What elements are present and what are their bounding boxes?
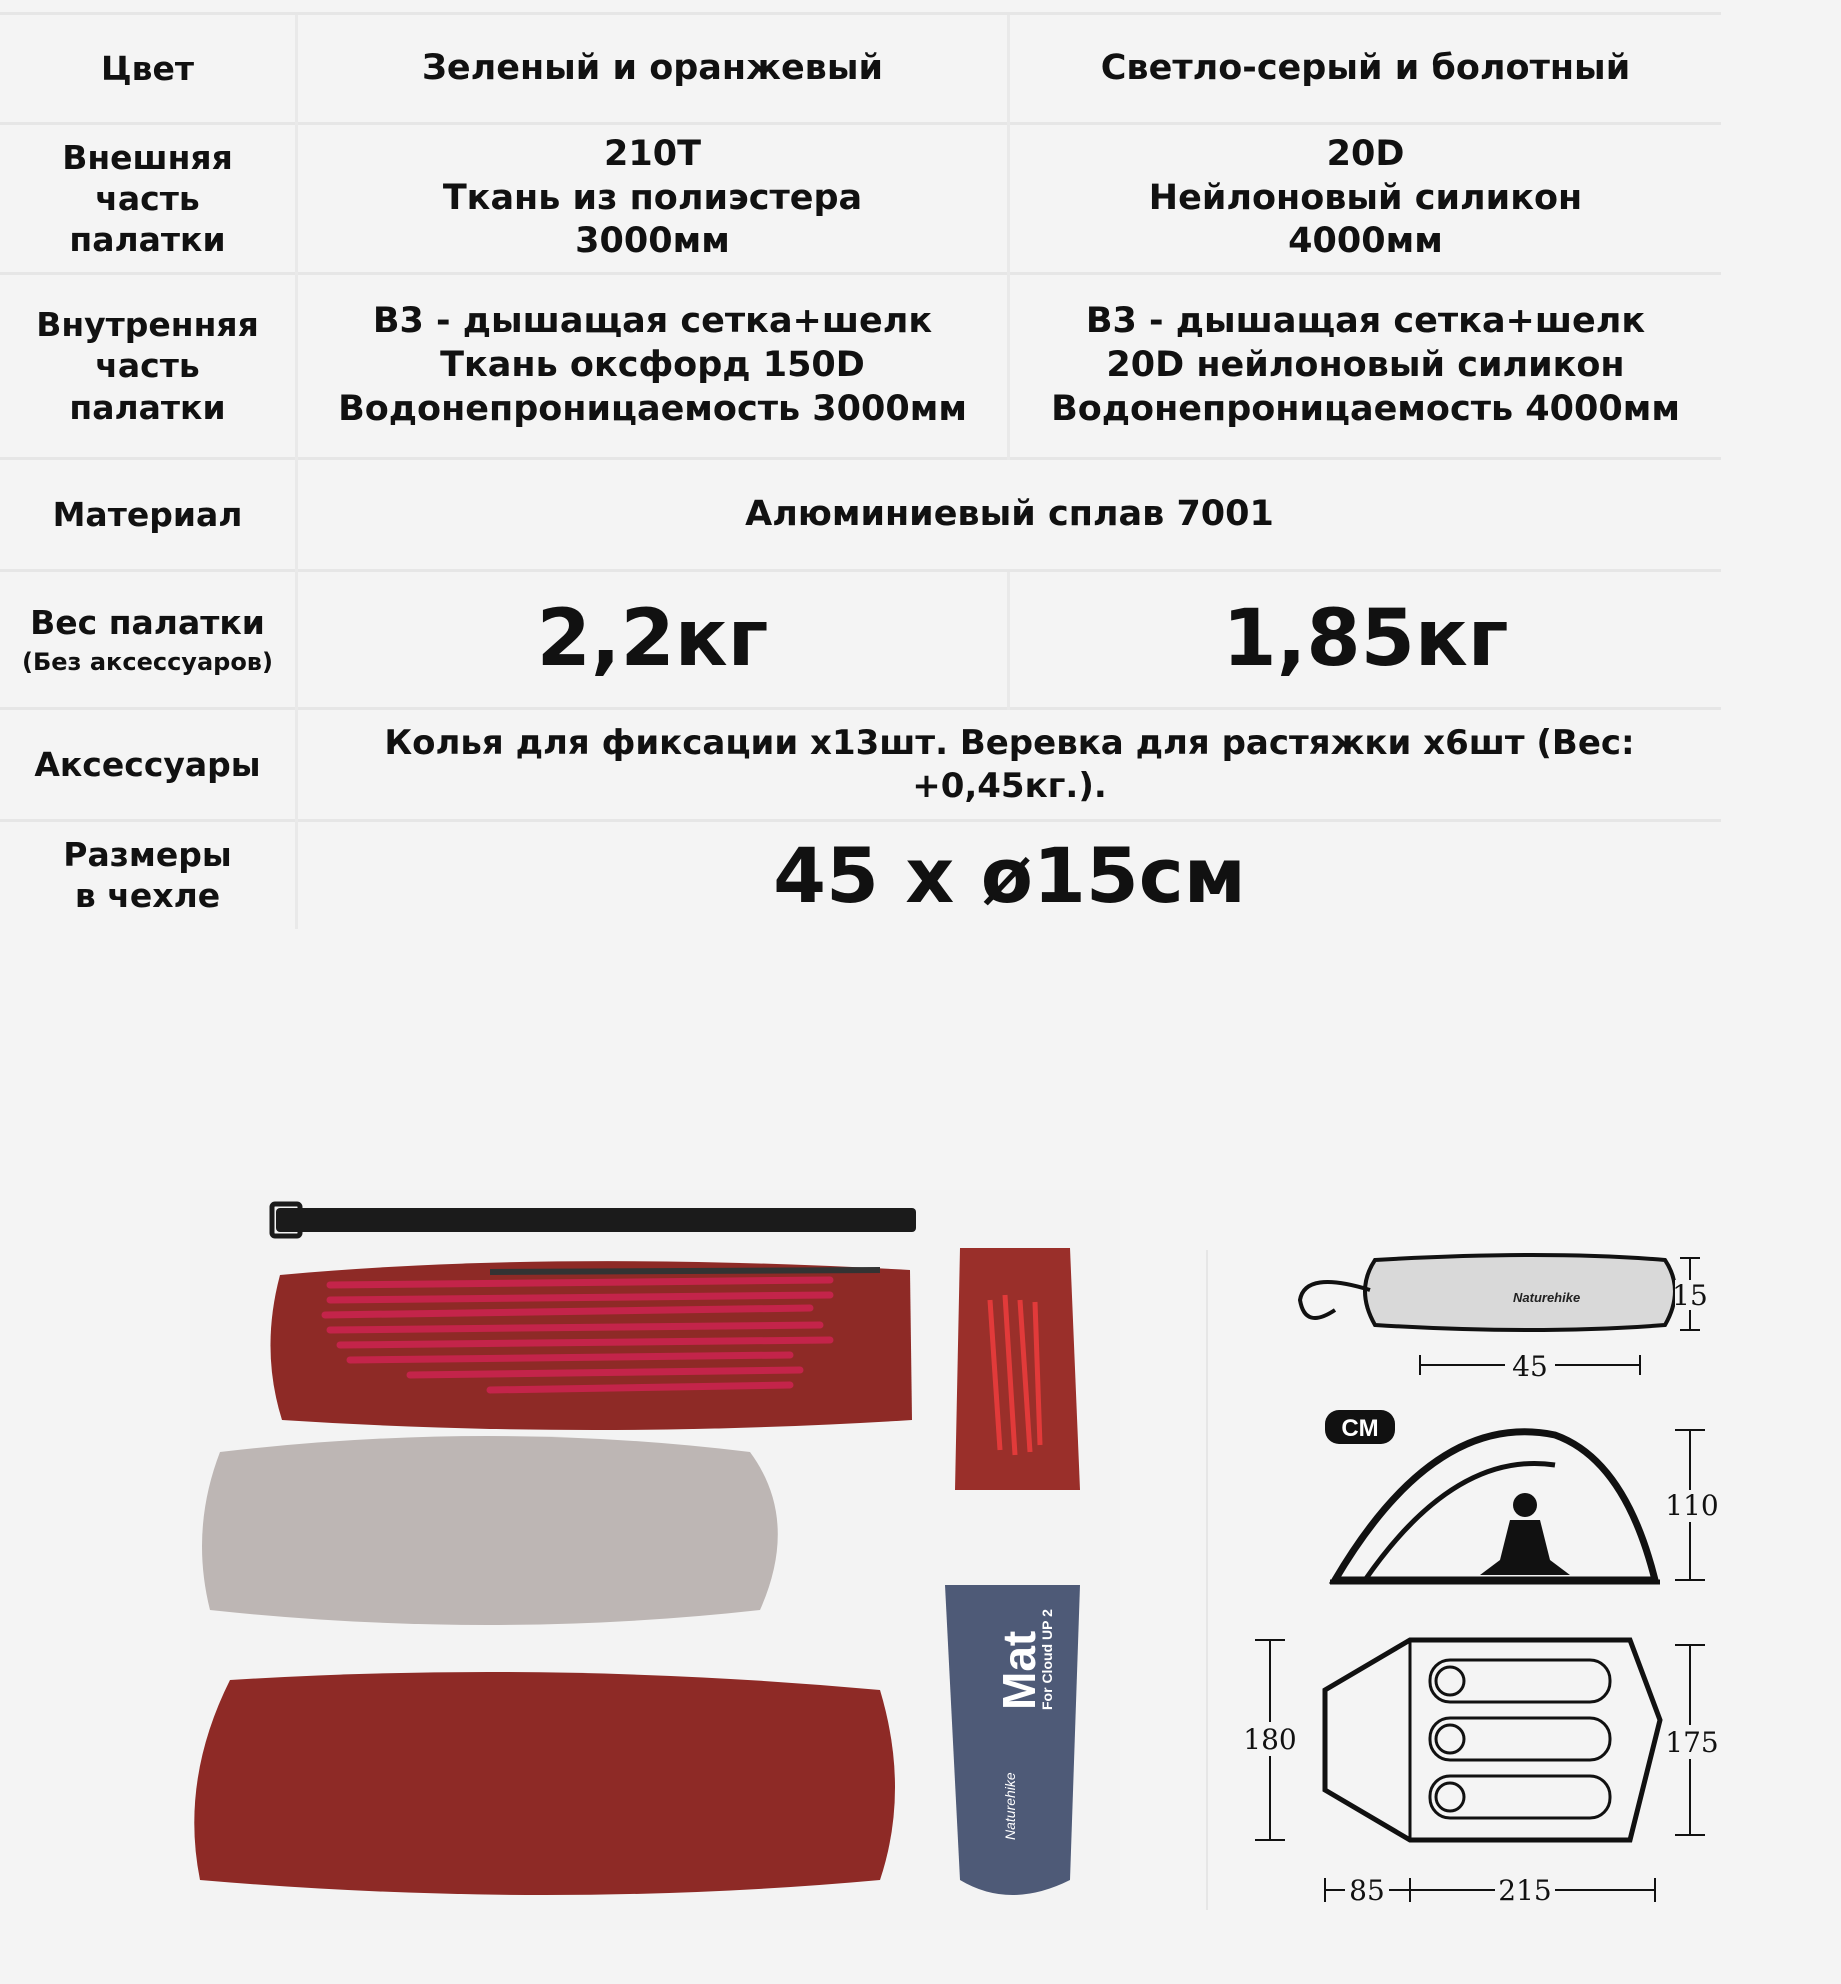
row-dimensions	[0, 821, 1721, 929]
dimension-value: 45 x ø15см	[773, 830, 1246, 920]
cell-material	[297, 459, 1722, 571]
cell-text: Водонепроницаемость 4000мм	[1051, 388, 1680, 429]
mat-brand: Naturehike	[1002, 1772, 1018, 1840]
vestibule-depth: 85	[1349, 1874, 1385, 1907]
label-text: палатки	[69, 220, 226, 260]
label-inner	[0, 274, 297, 459]
row-color	[0, 14, 1721, 124]
label-text: часть	[95, 178, 200, 218]
mat-label: Mat	[993, 1630, 1045, 1710]
cell-accessories	[297, 709, 1722, 821]
cell-text: 20D	[1326, 133, 1405, 174]
floor-length-left: 180	[1243, 1723, 1297, 1756]
label-subtext: (Без аксессуаров)	[22, 648, 273, 677]
cell-weight-1	[297, 571, 1009, 709]
label-text: Цвет	[100, 48, 194, 88]
cell-inner-2	[1009, 274, 1722, 459]
cell-dimensions	[297, 821, 1722, 929]
weight-value: 1,85кг	[1222, 593, 1509, 684]
floor-length-right: 175	[1665, 1726, 1719, 1759]
stakes-bag	[955, 1248, 1080, 1490]
dimension-diagram	[1205, 1250, 1725, 1910]
strap	[276, 1208, 916, 1232]
cell-weight-2	[1009, 571, 1722, 709]
label-text: Размеры	[63, 835, 232, 874]
label-text: часть	[95, 346, 200, 386]
cell-text: Водонепроницаемость 3000мм	[338, 388, 967, 429]
label-text: Внешняя	[62, 137, 233, 177]
sleeping-bags-icon	[1430, 1660, 1610, 1818]
cell-text: Ткань оксфорд 150D	[440, 345, 865, 386]
bag-length: 45	[1512, 1350, 1548, 1383]
row-weight	[0, 571, 1721, 709]
cell-inner-1	[297, 274, 1009, 459]
cell-text: 4000мм	[1288, 221, 1443, 262]
label-outer	[0, 124, 297, 274]
cell-color-1	[297, 14, 1009, 124]
cell-text: Алюминиевый сплав 7001	[745, 493, 1274, 534]
label-material	[0, 459, 297, 571]
label-text: Вес палатки	[30, 602, 265, 642]
bag-brand: Naturehike	[1513, 1290, 1581, 1305]
row-inner	[0, 274, 1721, 459]
cell-text: B3 - дышащая сетка+шелк	[372, 301, 933, 342]
cell-text: Колья для фиксации x13шт. Веревка для растяжки x6шт (Вес: +0,45кг.).	[384, 723, 1635, 806]
label-text: Материал	[52, 494, 243, 534]
cell-text: Нейлоновый силикон	[1148, 177, 1583, 218]
cell-text: Светло-серый и болотный	[1100, 47, 1631, 88]
cell-outer-1	[297, 124, 1009, 274]
bag-diameter: 15	[1672, 1279, 1708, 1312]
person-head	[1513, 1493, 1537, 1517]
cell-text: 20D нейлоновый силикон	[1106, 345, 1625, 386]
row-material	[0, 459, 1721, 571]
cell-text: B3 - дышащая сетка+шелк	[1085, 301, 1646, 342]
black-pole	[490, 1270, 880, 1272]
row-outer	[0, 124, 1721, 274]
cell-text: Зеленый и оранжевый	[421, 47, 883, 88]
cell-text: Ткань из полиэстера	[442, 177, 863, 218]
person-body	[1480, 1520, 1570, 1575]
cell-color-2	[1009, 14, 1722, 124]
inner-width: 215	[1498, 1874, 1552, 1907]
cell-text: 3000мм	[575, 221, 730, 262]
label-weight	[0, 571, 297, 709]
inner-tent-roll	[202, 1436, 778, 1625]
drawstring	[1300, 1282, 1370, 1318]
cell-outer-2	[1009, 124, 1722, 274]
label-text: в чехле	[74, 876, 221, 916]
fly-tent-roll	[194, 1672, 895, 1895]
spec-table	[0, 12, 1721, 929]
tent-height: 110	[1665, 1489, 1719, 1522]
label-text: палатки	[69, 387, 226, 427]
label-accessories	[0, 709, 297, 821]
label-color	[0, 14, 297, 124]
label-text: Аксессуары	[34, 744, 261, 784]
cell-text: 210T	[604, 133, 701, 174]
product-photo	[190, 1190, 1120, 1930]
label-dimensions	[0, 821, 297, 929]
unit-label: CM	[1341, 1415, 1379, 1442]
row-accessories	[0, 709, 1721, 821]
label-text: Внутренняя	[36, 305, 259, 345]
weight-value: 2,2кг	[536, 593, 769, 684]
mat-subtitle: For Cloud UP 2	[1039, 1609, 1055, 1710]
